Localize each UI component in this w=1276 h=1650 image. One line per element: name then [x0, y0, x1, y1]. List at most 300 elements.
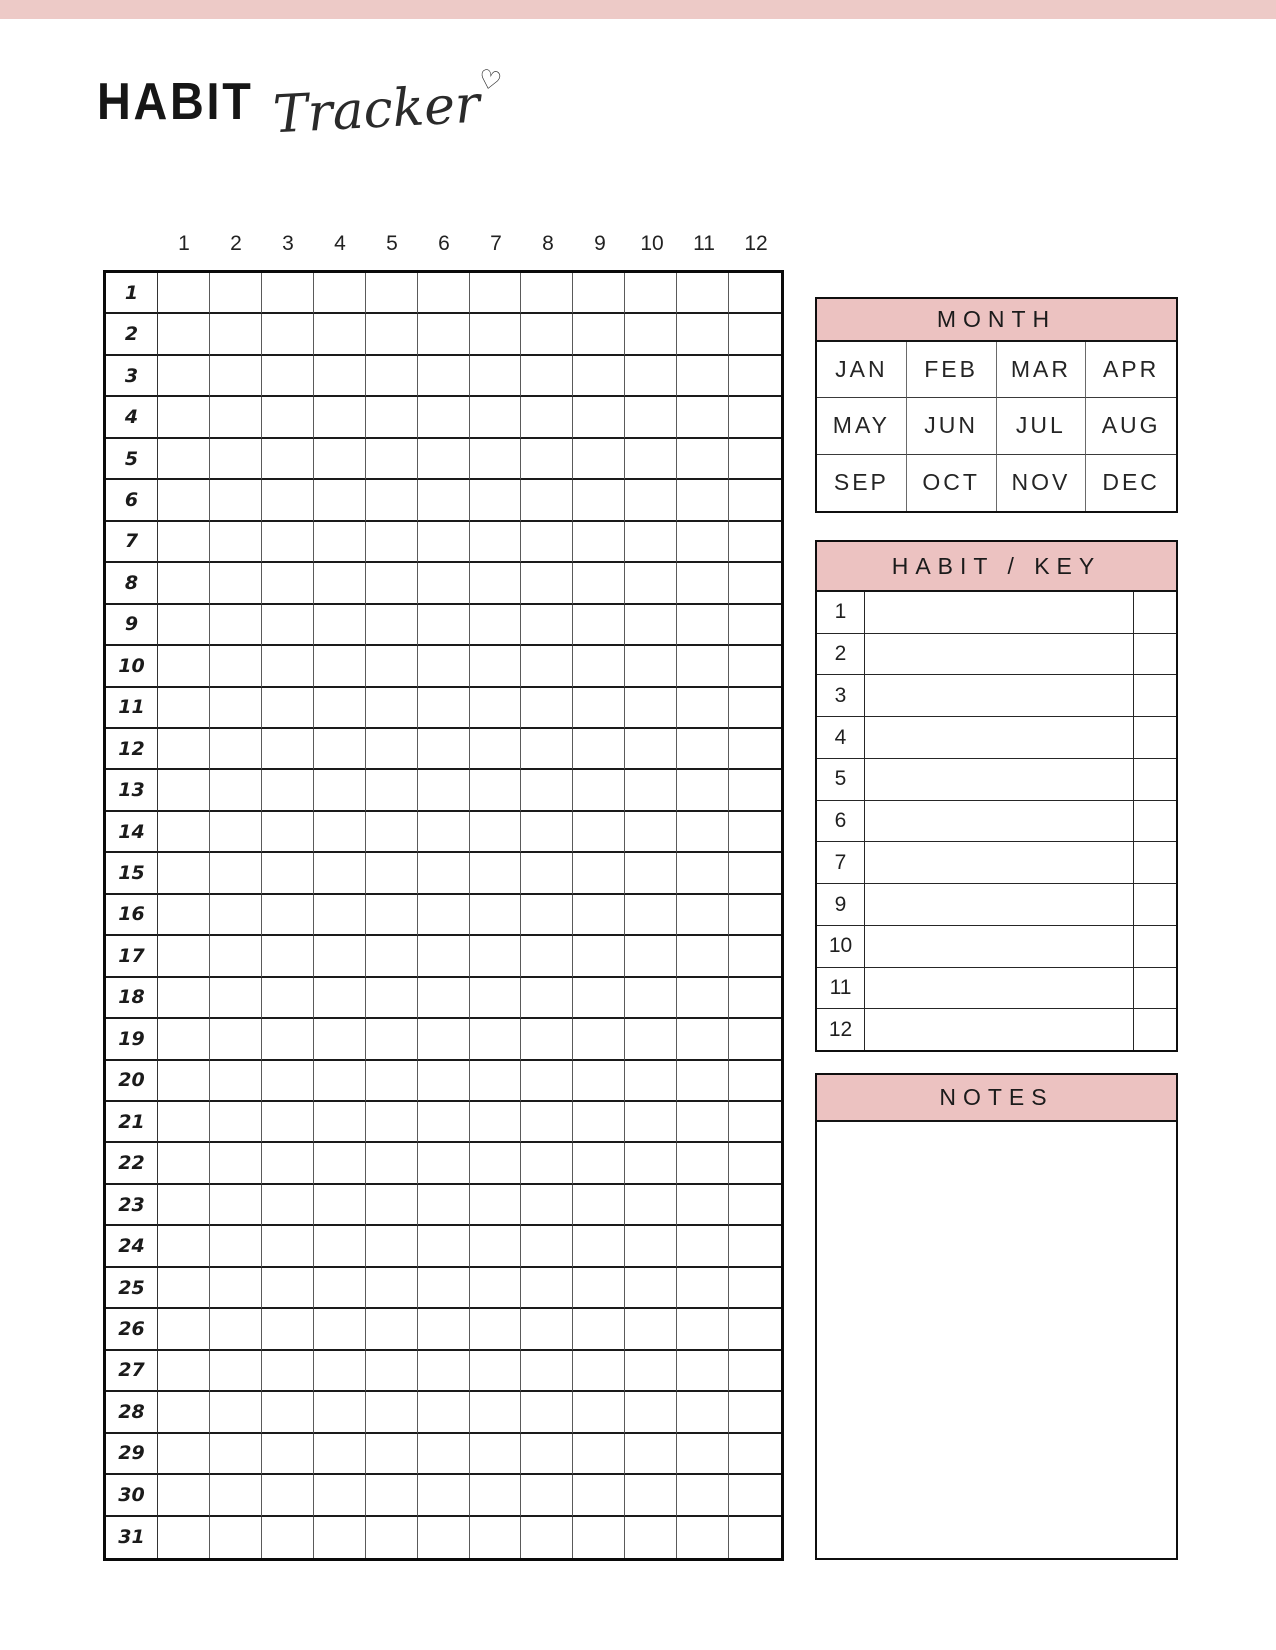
- grid-cell[interactable]: [158, 273, 210, 314]
- grid-cell[interactable]: [729, 770, 781, 811]
- grid-cell[interactable]: [677, 1309, 729, 1350]
- grid-cell[interactable]: [573, 936, 625, 977]
- grid-cell[interactable]: [573, 439, 625, 480]
- grid-cell[interactable]: [521, 1143, 573, 1184]
- grid-cell[interactable]: [314, 563, 366, 604]
- month-cell[interactable]: MAY: [817, 398, 907, 454]
- grid-cell[interactable]: [470, 1309, 522, 1350]
- grid-cell[interactable]: [262, 936, 314, 977]
- grid-cell[interactable]: [470, 605, 522, 646]
- grid-cell[interactable]: [470, 1019, 522, 1060]
- grid-cell[interactable]: [314, 356, 366, 397]
- grid-cell[interactable]: [573, 770, 625, 811]
- grid-cell[interactable]: [366, 480, 418, 521]
- grid-cell[interactable]: [625, 1517, 677, 1558]
- grid-cell[interactable]: [366, 729, 418, 770]
- grid-cell[interactable]: [210, 688, 262, 729]
- grid-cell[interactable]: [521, 273, 573, 314]
- grid-cell[interactable]: [418, 1517, 470, 1558]
- grid-cell[interactable]: [521, 1061, 573, 1102]
- grid-cell[interactable]: [677, 1351, 729, 1392]
- grid-cell[interactable]: [521, 563, 573, 604]
- grid-cell[interactable]: [470, 1226, 522, 1267]
- grid-cell[interactable]: [625, 1434, 677, 1475]
- grid-cell[interactable]: [677, 853, 729, 894]
- grid-cell[interactable]: [625, 978, 677, 1019]
- grid-cell[interactable]: [418, 273, 470, 314]
- grid-cell[interactable]: [262, 770, 314, 811]
- habit-key-writing-line[interactable]: [865, 759, 1133, 800]
- grid-cell[interactable]: [573, 522, 625, 563]
- grid-cell[interactable]: [470, 1475, 522, 1516]
- grid-cell[interactable]: [262, 273, 314, 314]
- grid-cell[interactable]: [210, 605, 262, 646]
- grid-cell[interactable]: [573, 1019, 625, 1060]
- grid-cell[interactable]: [418, 1434, 470, 1475]
- grid-cell[interactable]: [366, 1268, 418, 1309]
- grid-cell[interactable]: [210, 273, 262, 314]
- grid-cell[interactable]: [158, 1143, 210, 1184]
- grid-cell[interactable]: [470, 480, 522, 521]
- grid-cell[interactable]: [418, 1309, 470, 1350]
- grid-cell[interactable]: [158, 439, 210, 480]
- grid-cell[interactable]: [158, 397, 210, 438]
- habit-key-check-cell[interactable]: [1133, 968, 1176, 1009]
- grid-cell[interactable]: [366, 522, 418, 563]
- grid-cell[interactable]: [625, 936, 677, 977]
- grid-cell[interactable]: [573, 356, 625, 397]
- grid-cell[interactable]: [625, 812, 677, 853]
- grid-cell[interactable]: [677, 1517, 729, 1558]
- grid-cell[interactable]: [366, 1061, 418, 1102]
- grid-cell[interactable]: [314, 895, 366, 936]
- grid-cell[interactable]: [262, 1475, 314, 1516]
- grid-cell[interactable]: [677, 605, 729, 646]
- grid-cell[interactable]: [210, 314, 262, 355]
- grid-cell[interactable]: [210, 895, 262, 936]
- grid-cell[interactable]: [158, 356, 210, 397]
- grid-cell[interactable]: [314, 605, 366, 646]
- grid-cell[interactable]: [158, 1226, 210, 1267]
- grid-cell[interactable]: [521, 522, 573, 563]
- grid-cell[interactable]: [729, 1226, 781, 1267]
- grid-cell[interactable]: [470, 688, 522, 729]
- grid-cell[interactable]: [418, 563, 470, 604]
- grid-cell[interactable]: [314, 853, 366, 894]
- grid-cell[interactable]: [366, 563, 418, 604]
- grid-cell[interactable]: [418, 812, 470, 853]
- grid-cell[interactable]: [573, 1309, 625, 1350]
- grid-cell[interactable]: [314, 1061, 366, 1102]
- grid-cell[interactable]: [210, 1226, 262, 1267]
- grid-cell[interactable]: [677, 1226, 729, 1267]
- grid-cell[interactable]: [158, 936, 210, 977]
- grid-cell[interactable]: [677, 1475, 729, 1516]
- grid-cell[interactable]: [158, 522, 210, 563]
- grid-cell[interactable]: [625, 273, 677, 314]
- grid-cell[interactable]: [366, 1309, 418, 1350]
- grid-cell[interactable]: [418, 688, 470, 729]
- grid-cell[interactable]: [418, 1061, 470, 1102]
- grid-cell[interactable]: [729, 563, 781, 604]
- grid-cell[interactable]: [573, 480, 625, 521]
- grid-cell[interactable]: [521, 978, 573, 1019]
- grid-cell[interactable]: [573, 729, 625, 770]
- grid-cell[interactable]: [677, 895, 729, 936]
- habit-key-writing-line[interactable]: [865, 842, 1133, 883]
- grid-cell[interactable]: [521, 314, 573, 355]
- grid-cell[interactable]: [262, 895, 314, 936]
- grid-cell[interactable]: [677, 1143, 729, 1184]
- grid-cell[interactable]: [366, 1517, 418, 1558]
- grid-cell[interactable]: [366, 770, 418, 811]
- grid-cell[interactable]: [210, 978, 262, 1019]
- grid-cell[interactable]: [625, 1061, 677, 1102]
- grid-cell[interactable]: [418, 895, 470, 936]
- grid-cell[interactable]: [573, 273, 625, 314]
- grid-cell[interactable]: [262, 563, 314, 604]
- grid-cell[interactable]: [262, 1226, 314, 1267]
- month-cell[interactable]: FEB: [907, 342, 997, 398]
- grid-cell[interactable]: [573, 1226, 625, 1267]
- grid-cell[interactable]: [158, 812, 210, 853]
- grid-cell[interactable]: [210, 812, 262, 853]
- grid-cell[interactable]: [210, 853, 262, 894]
- grid-cell[interactable]: [262, 646, 314, 687]
- grid-cell[interactable]: [573, 605, 625, 646]
- grid-cell[interactable]: [470, 1268, 522, 1309]
- grid-cell[interactable]: [366, 439, 418, 480]
- grid-cell[interactable]: [729, 729, 781, 770]
- grid-cell[interactable]: [262, 1309, 314, 1350]
- grid-cell[interactable]: [262, 812, 314, 853]
- grid-cell[interactable]: [573, 688, 625, 729]
- grid-cell[interactable]: [366, 605, 418, 646]
- grid-cell[interactable]: [521, 770, 573, 811]
- grid-cell[interactable]: [677, 522, 729, 563]
- grid-cell[interactable]: [521, 397, 573, 438]
- grid-cell[interactable]: [314, 1392, 366, 1433]
- grid-cell[interactable]: [418, 853, 470, 894]
- grid-cell[interactable]: [625, 1268, 677, 1309]
- grid-cell[interactable]: [418, 356, 470, 397]
- grid-cell[interactable]: [366, 936, 418, 977]
- grid-cell[interactable]: [729, 646, 781, 687]
- grid-cell[interactable]: [366, 646, 418, 687]
- grid-cell[interactable]: [314, 397, 366, 438]
- grid-cell[interactable]: [418, 646, 470, 687]
- grid-cell[interactable]: [521, 1392, 573, 1433]
- month-cell[interactable]: NOV: [997, 455, 1087, 511]
- grid-cell[interactable]: [418, 1019, 470, 1060]
- grid-cell[interactable]: [418, 439, 470, 480]
- grid-cell[interactable]: [470, 314, 522, 355]
- grid-cell[interactable]: [210, 1475, 262, 1516]
- grid-cell[interactable]: [262, 1019, 314, 1060]
- grid-cell[interactable]: [210, 1019, 262, 1060]
- grid-cell[interactable]: [262, 1268, 314, 1309]
- grid-cell[interactable]: [418, 1475, 470, 1516]
- grid-cell[interactable]: [470, 1392, 522, 1433]
- grid-cell[interactable]: [729, 522, 781, 563]
- grid-cell[interactable]: [729, 1185, 781, 1226]
- grid-cell[interactable]: [625, 397, 677, 438]
- habit-key-writing-line[interactable]: [865, 926, 1133, 967]
- grid-cell[interactable]: [158, 688, 210, 729]
- grid-cell[interactable]: [625, 480, 677, 521]
- month-cell[interactable]: DEC: [1102, 469, 1160, 496]
- month-cell[interactable]: SEP: [817, 455, 907, 511]
- grid-cell[interactable]: [729, 480, 781, 521]
- grid-cell[interactable]: [521, 1475, 573, 1516]
- grid-cell[interactable]: [366, 688, 418, 729]
- grid-cell[interactable]: [418, 314, 470, 355]
- grid-cell[interactable]: [210, 1309, 262, 1350]
- grid-cell[interactable]: [262, 1102, 314, 1143]
- grid-cell[interactable]: [210, 1392, 262, 1433]
- grid-cell[interactable]: [677, 978, 729, 1019]
- grid-cell[interactable]: [418, 1102, 470, 1143]
- grid-cell[interactable]: [314, 1185, 366, 1226]
- grid-cell[interactable]: [729, 1268, 781, 1309]
- grid-cell[interactable]: [470, 1061, 522, 1102]
- grid-cell[interactable]: [729, 439, 781, 480]
- grid-cell[interactable]: [521, 1019, 573, 1060]
- grid-cell[interactable]: [366, 397, 418, 438]
- grid-cell[interactable]: [625, 853, 677, 894]
- grid-cell[interactable]: [210, 1185, 262, 1226]
- grid-cell[interactable]: [521, 1102, 573, 1143]
- grid-cell[interactable]: [521, 729, 573, 770]
- habit-key-check-cell[interactable]: [1133, 592, 1176, 633]
- grid-cell[interactable]: [210, 397, 262, 438]
- month-cell[interactable]: JUN: [907, 398, 997, 454]
- grid-cell[interactable]: [677, 812, 729, 853]
- grid-cell[interactable]: [625, 1392, 677, 1433]
- grid-cell[interactable]: [573, 1102, 625, 1143]
- grid-cell[interactable]: [573, 314, 625, 355]
- grid-cell[interactable]: [521, 605, 573, 646]
- grid-cell[interactable]: [158, 1434, 210, 1475]
- grid-cell[interactable]: [158, 1268, 210, 1309]
- grid-cell[interactable]: [521, 812, 573, 853]
- grid-cell[interactable]: [314, 314, 366, 355]
- habit-key-writing-line[interactable]: [865, 717, 1133, 758]
- habit-key-writing-line[interactable]: [865, 801, 1133, 842]
- grid-cell[interactable]: [366, 1019, 418, 1060]
- habit-key-check-cell[interactable]: [1133, 759, 1176, 800]
- grid-cell[interactable]: [210, 522, 262, 563]
- grid-cell[interactable]: [314, 1434, 366, 1475]
- grid-cell[interactable]: [625, 563, 677, 604]
- month-cell[interactable]: JAN: [817, 342, 907, 398]
- grid-cell[interactable]: [521, 356, 573, 397]
- grid-cell[interactable]: [573, 646, 625, 687]
- grid-cell[interactable]: [677, 480, 729, 521]
- grid-cell[interactable]: [314, 936, 366, 977]
- grid-cell[interactable]: [262, 1392, 314, 1433]
- grid-cell[interactable]: [262, 729, 314, 770]
- habit-key-check-cell[interactable]: [1133, 842, 1176, 883]
- grid-cell[interactable]: [158, 1517, 210, 1558]
- grid-cell[interactable]: [158, 853, 210, 894]
- grid-cell[interactable]: [625, 1309, 677, 1350]
- grid-cell[interactable]: [158, 1475, 210, 1516]
- grid-cell[interactable]: [314, 1309, 366, 1350]
- grid-cell[interactable]: [625, 729, 677, 770]
- grid-cell[interactable]: [625, 1185, 677, 1226]
- grid-cell[interactable]: [158, 1019, 210, 1060]
- grid-cell[interactable]: [573, 978, 625, 1019]
- grid-cell[interactable]: [625, 522, 677, 563]
- grid-cell[interactable]: [418, 480, 470, 521]
- habit-key-check-cell[interactable]: [1133, 801, 1176, 842]
- grid-cell[interactable]: [158, 978, 210, 1019]
- grid-cell[interactable]: [573, 1268, 625, 1309]
- grid-cell[interactable]: [470, 1351, 522, 1392]
- grid-cell[interactable]: [158, 314, 210, 355]
- notes-writing-area[interactable]: [817, 1122, 1176, 1558]
- grid-cell[interactable]: [729, 1143, 781, 1184]
- grid-cell[interactable]: [366, 1143, 418, 1184]
- grid-cell[interactable]: [729, 356, 781, 397]
- habit-key-writing-line[interactable]: [865, 1009, 1133, 1050]
- grid-cell[interactable]: [521, 1268, 573, 1309]
- grid-cell[interactable]: [418, 605, 470, 646]
- grid-cell[interactable]: [677, 563, 729, 604]
- grid-cell[interactable]: [677, 1185, 729, 1226]
- grid-cell[interactable]: [210, 1351, 262, 1392]
- grid-cell[interactable]: [470, 356, 522, 397]
- grid-cell[interactable]: [262, 356, 314, 397]
- grid-cell[interactable]: [573, 1392, 625, 1433]
- grid-cell[interactable]: [677, 1392, 729, 1433]
- grid-cell[interactable]: [677, 397, 729, 438]
- grid-cell[interactable]: [677, 439, 729, 480]
- grid-cell[interactable]: [262, 314, 314, 355]
- grid-cell[interactable]: [677, 1434, 729, 1475]
- grid-cell[interactable]: [314, 522, 366, 563]
- grid-cell[interactable]: [158, 770, 210, 811]
- grid-cell[interactable]: [314, 688, 366, 729]
- grid-cell[interactable]: [521, 1185, 573, 1226]
- habit-key-check-cell[interactable]: [1133, 884, 1176, 925]
- grid-cell[interactable]: [314, 1226, 366, 1267]
- grid-cell[interactable]: [677, 688, 729, 729]
- grid-cell[interactable]: [314, 439, 366, 480]
- grid-cell[interactable]: [158, 1309, 210, 1350]
- habit-key-writing-line[interactable]: [865, 634, 1133, 675]
- grid-cell[interactable]: [314, 1517, 366, 1558]
- grid-cell[interactable]: [729, 314, 781, 355]
- habit-key-writing-line[interactable]: [865, 968, 1133, 1009]
- grid-cell[interactable]: [262, 688, 314, 729]
- grid-cell[interactable]: [729, 1102, 781, 1143]
- grid-cell[interactable]: [729, 1475, 781, 1516]
- grid-cell[interactable]: [573, 1351, 625, 1392]
- grid-cell[interactable]: [729, 273, 781, 314]
- grid-cell[interactable]: [573, 1061, 625, 1102]
- grid-cell[interactable]: [158, 729, 210, 770]
- grid-cell[interactable]: [521, 1517, 573, 1558]
- grid-cell[interactable]: [470, 563, 522, 604]
- grid-cell[interactable]: [729, 895, 781, 936]
- habit-key-check-cell[interactable]: [1133, 926, 1176, 967]
- grid-cell[interactable]: [210, 356, 262, 397]
- grid-cell[interactable]: [314, 729, 366, 770]
- grid-cell[interactable]: [470, 770, 522, 811]
- grid-cell[interactable]: [262, 480, 314, 521]
- habit-key-check-cell[interactable]: [1133, 717, 1176, 758]
- grid-cell[interactable]: [262, 1061, 314, 1102]
- month-cell[interactable]: APR: [1086, 342, 1176, 398]
- grid-cell[interactable]: [573, 1475, 625, 1516]
- grid-cell[interactable]: [366, 1226, 418, 1267]
- grid-cell[interactable]: [677, 770, 729, 811]
- month-cell[interactable]: JUL: [997, 398, 1087, 454]
- grid-cell[interactable]: [573, 812, 625, 853]
- grid-cell[interactable]: [729, 812, 781, 853]
- grid-cell[interactable]: [314, 480, 366, 521]
- grid-cell[interactable]: [262, 978, 314, 1019]
- grid-cell[interactable]: [470, 397, 522, 438]
- grid-cell[interactable]: [521, 936, 573, 977]
- grid-cell[interactable]: [470, 812, 522, 853]
- habit-key-check-cell[interactable]: [1133, 634, 1176, 675]
- grid-cell[interactable]: [418, 729, 470, 770]
- grid-cell[interactable]: [470, 646, 522, 687]
- grid-cell[interactable]: [418, 397, 470, 438]
- grid-cell[interactable]: [210, 1434, 262, 1475]
- grid-cell[interactable]: [470, 1102, 522, 1143]
- grid-cell[interactable]: [729, 936, 781, 977]
- grid-cell[interactable]: [729, 1351, 781, 1392]
- grid-cell[interactable]: [677, 314, 729, 355]
- grid-cell[interactable]: [262, 397, 314, 438]
- grid-cell[interactable]: [625, 770, 677, 811]
- grid-cell[interactable]: [625, 1475, 677, 1516]
- grid-cell[interactable]: [470, 978, 522, 1019]
- grid-cell[interactable]: [418, 1185, 470, 1226]
- grid-cell[interactable]: [210, 1061, 262, 1102]
- grid-cell[interactable]: [521, 1434, 573, 1475]
- grid-cell[interactable]: [470, 522, 522, 563]
- grid-cell[interactable]: [521, 646, 573, 687]
- grid-cell[interactable]: [729, 1309, 781, 1350]
- grid-cell[interactable]: [625, 356, 677, 397]
- habit-key-writing-line[interactable]: [865, 592, 1133, 633]
- month-cell[interactable]: OCT: [907, 455, 997, 511]
- grid-cell[interactable]: [470, 1434, 522, 1475]
- grid-cell[interactable]: [573, 895, 625, 936]
- grid-cell[interactable]: [366, 1185, 418, 1226]
- grid-cell[interactable]: [262, 605, 314, 646]
- grid-cell[interactable]: [729, 1061, 781, 1102]
- grid-cell[interactable]: [158, 1185, 210, 1226]
- grid-cell[interactable]: [314, 1475, 366, 1516]
- grid-cell[interactable]: [573, 1517, 625, 1558]
- grid-cell[interactable]: [366, 853, 418, 894]
- grid-cell[interactable]: [366, 812, 418, 853]
- grid-cell[interactable]: [158, 1351, 210, 1392]
- grid-cell[interactable]: [366, 1392, 418, 1433]
- grid-cell[interactable]: [158, 1392, 210, 1433]
- grid-cell[interactable]: [418, 1226, 470, 1267]
- grid-cell[interactable]: [210, 1517, 262, 1558]
- grid-cell[interactable]: [729, 1392, 781, 1433]
- habit-key-writing-line[interactable]: [865, 675, 1133, 716]
- grid-cell[interactable]: [210, 729, 262, 770]
